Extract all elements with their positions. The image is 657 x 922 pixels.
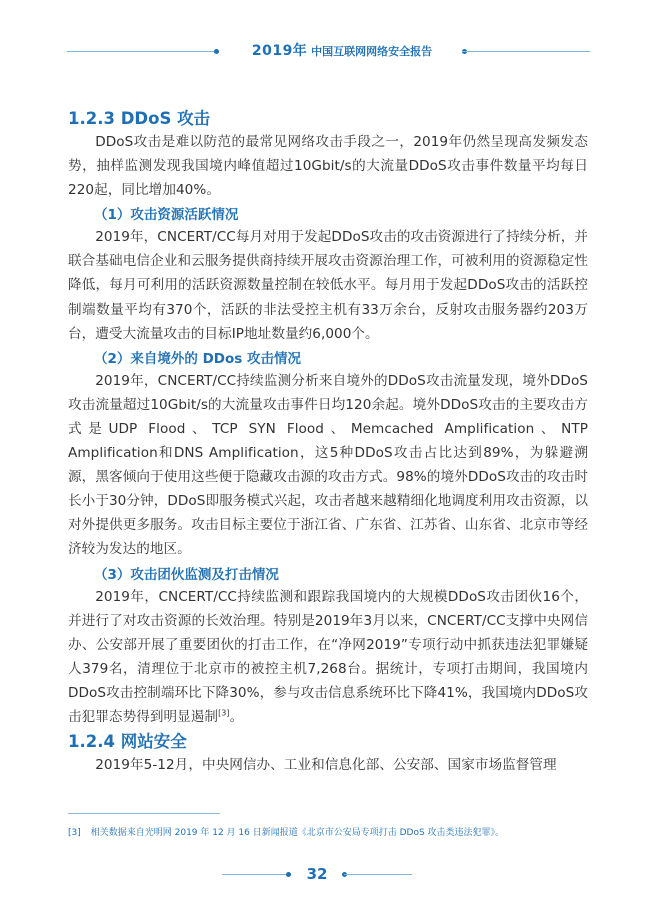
section-intro-paragraph: DDoS攻击是难以防范的最常见网络攻击手段之一，2019年仍然呈现高发频发态势，抽样监测发现我国境内峰值超过10Gbit/s的大流量DDoS攻击事件数量平均每日220起，同比增加40%。 bbox=[68, 134, 588, 199]
footer-rule-right bbox=[344, 874, 412, 875]
footnote-rule bbox=[68, 813, 220, 814]
header-rule-left bbox=[67, 51, 219, 52]
footer-rule-left bbox=[222, 874, 288, 875]
header-rule-right bbox=[462, 51, 590, 52]
header-title bbox=[226, 43, 458, 60]
subheading-gang-monitoring: （3）攻击团伙监测及打击情况 bbox=[94, 566, 279, 583]
header-report-name: 中国互联网网络安全报告 bbox=[311, 45, 433, 58]
footer-dot-left bbox=[286, 872, 291, 877]
subheading-overseas-ddos: （2）来自境外的 DDos 攻击情况 bbox=[94, 350, 302, 367]
header-year: 2019年 bbox=[251, 43, 308, 59]
subheading-attack-resources: （1）攻击资源活跃情况 bbox=[94, 207, 239, 224]
footnote-mark: [3] bbox=[68, 828, 81, 838]
paragraph-gang-monitoring-end: 。 bbox=[229, 708, 244, 725]
paragraph-gang-monitoring bbox=[68, 585, 588, 730]
section-heading-website-security: 1.2.4 网站安全 bbox=[68, 732, 187, 752]
footnote-reference[interactable]: [3] bbox=[218, 708, 230, 718]
page-number: 32 bbox=[306, 865, 328, 883]
paragraph-overseas-ddos: 2019年，CNCERT/CC持续监测分析来自境外的DDoS攻击流量发现，境外DDoS攻击流量超过10Gbit/s的大流量攻击事件日均120余起。境外DDoS攻击的主要攻击方式是UDP Flood、TCP SYN Flood、Memcached Amplification、NTP Amplification和DNS Amplification，这5种DDoS攻击占比达到89%，为躲避溯源，黑客倾向于使用这些便于隐藏攻击源的攻击方式。98%的境外DDoS攻击的攻击时长小于30分钟，DDoS即服务模式兴起，攻击者越来越精细化地调度利用攻击资源，以对外提供更多服务。攻击目标主要位于浙江省、广东省、江苏省、山东省、北京市等经济较为发达的地区。 bbox=[68, 372, 588, 558]
paragraph-website-security: 2019年5-12月，中央网信办、工业和信息化部、公安部、国家市场监督管理 bbox=[95, 757, 557, 774]
page-header bbox=[0, 0, 657, 70]
section-heading-ddos: 1.2.3 DDoS 攻击 bbox=[68, 109, 211, 128]
paragraph-gang-monitoring-text: 2019年，CNCERT/CC持续监测和跟踪我国境内的大规模DDoS攻击团伙16个，并进行了对攻击资源的长效治理。特别是2019年3月以来，CNCERT/CC支撑中央网信办、公安部开展了重要团伙的打击工作，在“净网2019”专项行动中抓获违法犯罪嫌疑人379名，清理位于北京市的被控主机7,268台。据统计，专项打击期间，我国境内DDoS攻击控制端环比下降30%，参与攻击信息系统环比下降41%，我国境内DDoS攻击犯罪态势得到明显遏制 bbox=[68, 588, 588, 725]
paragraph-attack-resources: 2019年，CNCERT/CC每月对用于发起DDoS攻击的攻击资源进行了持续分析，并联合基础电信企业和云服务提供商持续开展攻击资源治理工作，可被利用的资源稳定性降低，每月可利用的活跃资源数量控制在较低水平。每月用于发起DDoS攻击的活跃控制端数量平均有370个，活跃的非法受控主机有33万余台，反射攻击服务器约203万台，遭受大流量攻击的目标IP地址数量约6,000个。 bbox=[68, 229, 588, 342]
footnote bbox=[68, 825, 608, 838]
header-dot-left bbox=[214, 49, 219, 54]
page-body bbox=[68, 108, 588, 777]
footnote-text: 相关数据来自光明网 2019 年 12 月 16 日新闻报道《北京市公安局专项打击 DDoS 攻击类违法犯罪》。 bbox=[90, 828, 505, 838]
